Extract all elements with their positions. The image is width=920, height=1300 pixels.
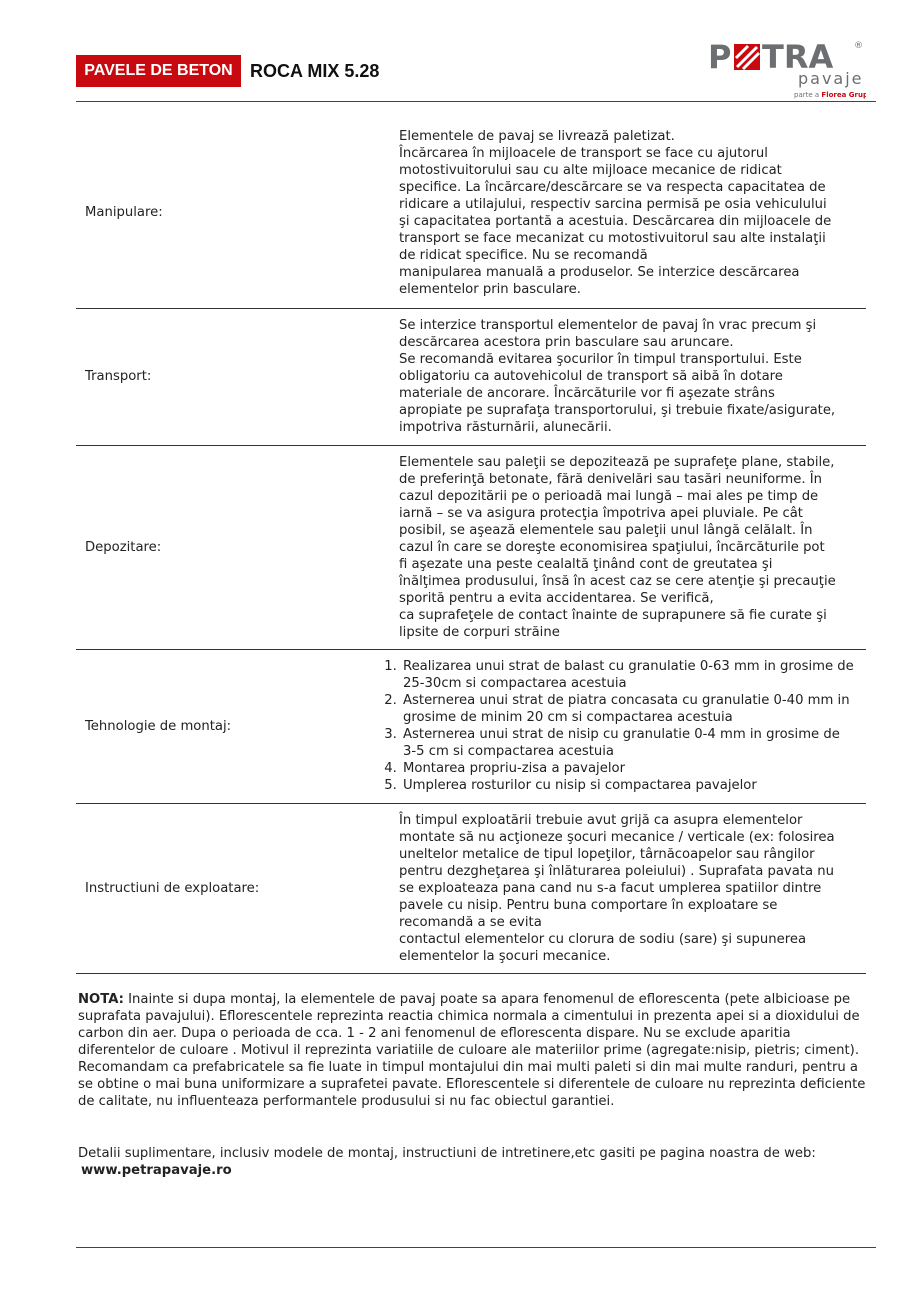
product-title: ROCA MIX 5.28 — [250, 61, 380, 81]
row-text: Se interzice transportul elementelor de pavaj în vrac precum şi descărcarea acestora prin basculare sau aruncare. Se recomandă evitarea şocurilor în timpul transportului. Este obligatoriu ca autovehicolul de transport să aibă în dotare materiale de ancorare. Încărcăturile vor fi aşezate strâns apropiate pe suprafaţa transportorului, şi trebuie fixate/asigurate, impotriva răsturnării, alunecării. — [399, 308, 866, 445]
svg-text:parte a Florea Grup: parte a Florea Grup — [794, 91, 866, 99]
montage-steps-list — [381, 658, 856, 794]
svg-text:TRA: TRA — [762, 38, 834, 76]
list-item: 5. Umplerea rosturilor cu nisip si compactarea pavajelor — [401, 777, 856, 794]
list-item: 4. Montarea propriu-zisa a pavajelor — [401, 760, 856, 777]
list-item: 3. Asternerea unui strat de nisip cu granulatie 0-4 mm in grosime de 3-5 cm si compactarea acestuia — [401, 726, 856, 760]
note-text: Inainte si dupa montaj, la elementele de pavaj poate sa apara fenomenul de eflorescenta (pete albicioase pe suprafata pavajului). Eflorescentele reprezinta reactia chimica normala a cimentului in prezenta apei si a dioxidului de carbon din aer. Dupa o perioada de cca. 1 - 2 ani fenomenul de eflorescenta dispare. Nu se exclude aparitia diferentelor de culoare . Motivul il reprezinta variatiile de culoare ale materiilor prime (agregate:nisip, pietris; ciment). Recomandam ca prefabricatele sa fie luate in timpul montajului din mai multi paleti si din mai multe randuri, pentru a se obtine o mai buna uniformizare a suprafetei pavate. Eflorescentele si diferentele de culoare nu reprezinta deficiente de calitate, nu influenteaza performantele produsului si nu fac obiectul garantiei. — [78, 992, 866, 1109]
row-text: Elementele sau paleţii se depozitează pe suprafeţe plane, stabile, de preferinţă betonate, fără denivelări sau tasări neuniforme. În cazul depozitării pe o perioadă mai lungă – mai ales pe timp de iarnă – se va asigura protecţia împotriva apei pluviale. Pe cât posibil, se aşează elementele sau paleţii unul lângă celălalt. În cazul în care se doreşte economisirea spaţiului, încărcăturile pot fi aşezate una peste cealaltă ţinând cont de greutatea şi înălţimea produsului, însă în acest caz se cere atenţie şi precauţie sporită pentru a evita accidentarea. Se verifică, ca suprafeţele de contact înainte de suprapunere să fie curate şi lipsite de corpuri străine — [399, 445, 866, 649]
table-row — [76, 118, 866, 308]
header-divider — [76, 101, 876, 102]
footer-details — [78, 1145, 878, 1179]
table-row — [76, 803, 866, 973]
row-text: Elementele de pavaj se livrează paletizat. Încărcarea în mijloacele de transport se face cu ajutorul motostivuitorului sau cu alte mijloace mecanice de ridicat specifice. La încărcare/descărcare se va respecta capacitatea de ridicare a utilajului, respectiv sarcina permisă pe osia vehiculului şi capacitatea portantă a acestuia. Descărcarea din mijloacele de transport se face mecanizat cu motostivuitorul sau alte instalaţii de ridicat specifice. Nu se recomandă manipularea manuală a produselor. Se interzice descărcarea elementelor prin basculare. — [399, 118, 866, 308]
note-paragraph — [78, 991, 868, 1110]
table-row — [76, 649, 866, 803]
row-label: Transport: — [76, 308, 399, 445]
table-row — [76, 308, 866, 445]
table-row — [76, 445, 866, 649]
svg-text:P: P — [708, 38, 733, 76]
category-badge: PAVELE DE BETON — [76, 55, 241, 87]
petra-pavaje-logo — [706, 38, 866, 102]
row-text: În timpul exploatării trebuie avut grijă ca asupra elementelor montate să nu acţioneze şocuri mecanice / verticale (ex: folosirea uneltelor metalice de tipul lopeţilor, târnăcoapelor sau rângilor pentru dezgheţarea şi înlăturarea poleiului) . Suprafata pavata nu se exploateaza pana cand nu s-a facut umplerea spatiilor dintre pavele cu nisip. Pentru buna comportare în exploatare se recomandă a se evita contactul elementelor cu clorura de sodiu (sare) şi supunerea elementelor la şocuri mecanice. — [399, 803, 866, 973]
row-label: Instructiuni de exploatare: — [76, 803, 399, 973]
svg-text:pavaje: pavaje — [798, 69, 864, 88]
list-item: 1. Realizarea unui strat de balast cu granulatie 0-63 mm in grosime de 25-30cm si compactarea acestuia — [401, 658, 856, 692]
note-label: NOTA: — [78, 992, 124, 1007]
row-label: Manipulare: — [76, 118, 399, 308]
specs-table — [76, 118, 866, 974]
svg-text:®: ® — [854, 41, 863, 51]
row-list-cell — [399, 649, 866, 803]
website-link[interactable]: www.petrapavaje.ro — [81, 1163, 232, 1178]
row-label: Tehnologie de montaj: — [76, 649, 399, 803]
details-text: Detalii suplimentare, inclusiv modele de montaj, instructiuni de intretinere,etc gasiti pe pagina noastra de web: — [78, 1146, 816, 1161]
list-item: 2. Asternerea unui strat de piatra concasata cu granulatie 0-40 mm in grosime de minim 20 cm si compactarea acestuia — [401, 692, 856, 726]
footer-divider — [76, 1247, 876, 1248]
row-label: Depozitare: — [76, 445, 399, 649]
